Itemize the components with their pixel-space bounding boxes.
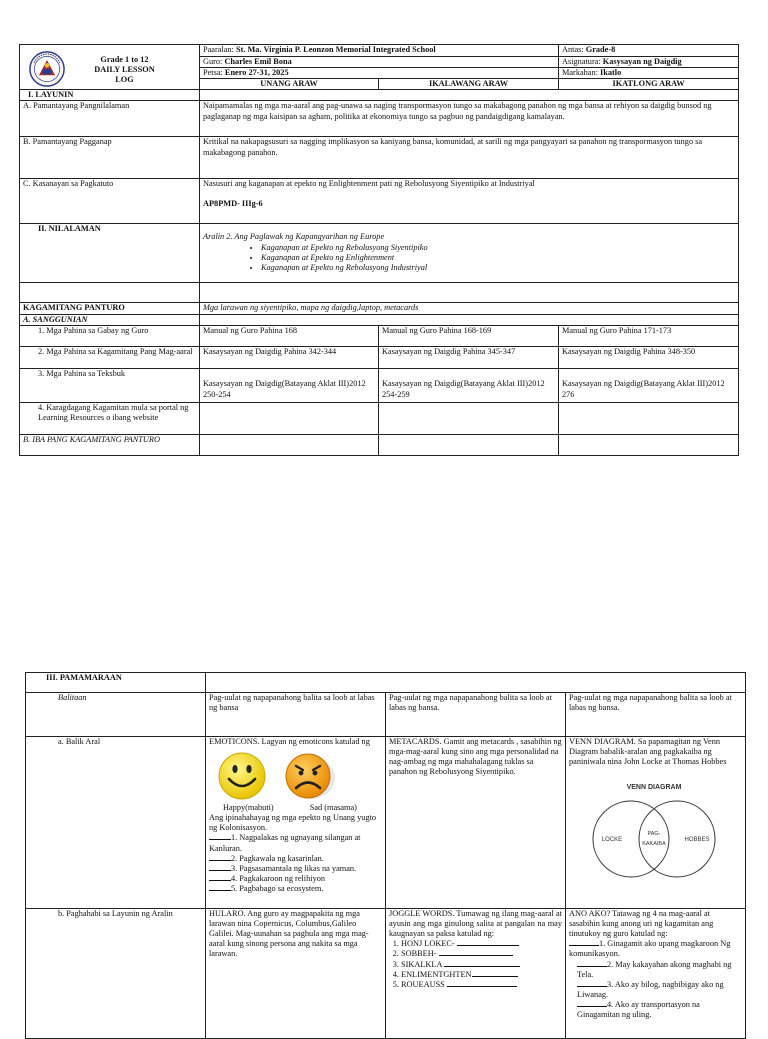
sad-face-icon (281, 751, 337, 801)
antas-label: Antas: (562, 45, 584, 54)
layunin-heading-blank (200, 90, 739, 101)
gabay-guro-day2: Manual ng Guro Pahina 168-169 (379, 325, 559, 346)
anoako-item (569, 1000, 742, 1020)
layunin-heading: I. LAYUNIN (20, 90, 200, 101)
answer-blank[interactable] (577, 960, 607, 967)
sanggunian-heading: A. SANGGUNIAN (20, 314, 200, 325)
pamantayang-pagganap-label: B. Pamantayang Pagganap (20, 137, 200, 179)
joggle-item (401, 949, 562, 959)
venn-mid-label-2: KAKAIBA (642, 841, 666, 848)
emoticon-item-text: 3. Pagsasamantala ng likas na yaman. (231, 863, 357, 873)
karagdagang-day3 (559, 402, 739, 434)
aralin-title: Aralin 2. Ang Paglawak ng Kapangyarihan ng Europe (203, 232, 385, 242)
answer-blank[interactable] (577, 980, 607, 987)
venn-mid-label-1: PAG- (647, 831, 661, 838)
emoticon-item (209, 884, 382, 894)
nilalaman-item: • Kaganapan at Epekto ng Enlightenment (261, 253, 735, 263)
venn-title: VENN DIAGRAM (626, 784, 682, 792)
balik-aral-day2: METACARDS. Gamit ang metacards , sasabihin ng mga-mag-aaral kung sino ang mga personalidad na nag-ambag ng mga mahahalagang tuklas sa panahon ng Rebolusyong Siyentipiko. (386, 737, 566, 909)
asignatura-value: Kasysayan ng Daigdig (602, 57, 682, 66)
iba-pang-kagamitan-label: B. IBA PANG KAGAMITANG PANTURO (20, 434, 200, 455)
kasanayan-label: C. Kasanayan sa Pagkatuto (20, 179, 200, 224)
kagamitan-heading: KAGAMITANG PANTURO (20, 303, 200, 314)
venn-instruction: VENN DIAGRAM. Sa papamagitan ng Venn Diagram babalik-aralan ang pagkakaiba ng paniniwala nina John Locke at Thomas Hobbes (569, 737, 727, 767)
anoako-item-text: 2. May kakayahan akong maghabi ng Tela. (577, 959, 732, 979)
day1-header: UNANG ARAW (200, 79, 379, 90)
joggle-word: ENLIMENTGHTEN (401, 969, 472, 979)
kagamitang-mag-aaral-day2: Kasaysayan ng Daigdig Pahina 345-347 (379, 346, 559, 368)
joggle-instruction: JOGGLE WORDS. Tumawag ng ilang mag-aaral at ayusin ang mga ginulong salita at pangalan na may kaugnayan sa paksa katulad ng: (389, 909, 562, 939)
kagamitang-mag-aaral-label: 2. Mga Pahina sa Kagamitang Pang Mag-aaral (20, 346, 200, 368)
iba-day2 (379, 434, 559, 455)
answer-blank[interactable] (444, 960, 520, 967)
guro-cell (200, 57, 559, 68)
paaralan-label: Paaralan: (203, 45, 234, 54)
blank-content-cell (200, 283, 739, 303)
balitaan-day2: Pag-uulat ng mga napapanahong balita sa loob at labas ng bansa. (386, 693, 566, 737)
emoticon-item-text: 5. Pagbabago sa ecosystem. (231, 883, 324, 893)
paghahabi-day1: HULARO. Ang guro ay magpapakita ng mga larawan nina Copernicus, Columbus,Galileo Galilei. Mag-uunahan sa paghula ang mga mag-aaral kung sinong persona ang nakita sa mga larawan. (206, 909, 386, 1039)
grade-line: Grade 1 to 12 (100, 55, 149, 64)
balik-aral-day1 (206, 737, 386, 909)
emoticon-row (217, 751, 382, 801)
pamantayang-pangnilalaman-text: Naipamamalas ng mga ma-aaral ang pag-unawa sa naging transpormasyon tungo sa makabagong panahon ng mga bansa at rehiyon sa daigdig bunsod ng paglaganap ng mga kaisipan sa agham, politika at ekonomiya tungo sa pagbuo ng pandaigdigang kamalayan. (200, 101, 739, 137)
dll-title-log: LOG (115, 75, 134, 85)
karagdagang-kagamitan-label: 4. Karagdagang Kagamitan mula sa portal ng Learning Resources o ibang website (20, 402, 200, 434)
asignatura-cell (559, 57, 739, 68)
balitaan-day3: Pag-uulat ng mga napapanahong balita sa loob at labas ng bansa. (566, 693, 746, 737)
gabay-guro-day3: Manual ng Guro Pahina 171-173 (559, 325, 739, 346)
joggle-item (401, 980, 562, 990)
answer-blank[interactable] (439, 949, 513, 956)
venn-diagram (569, 777, 739, 887)
teksbuk-label: 3. Mga Pahina sa Teksbuk (20, 368, 200, 402)
kagamitang-mag-aaral-day1: Kasaysayan ng Daigdig Pahina 342-344 (200, 346, 379, 368)
emoticon-item (209, 854, 382, 864)
balik-aral-day3 (566, 737, 746, 909)
pamamaraan-heading-blank (206, 673, 746, 693)
answer-blank[interactable] (209, 864, 231, 871)
iba-day3 (559, 434, 739, 455)
guro-value: Charles Emil Bona (224, 57, 292, 66)
dll-title: DAILY LESSON (94, 65, 155, 75)
joggle-word: HONJ LOKEC- (401, 939, 455, 949)
joggle-item (401, 970, 562, 980)
sad-caption: Sad (masama) (309, 803, 357, 813)
gabay-guro-day1: Manual ng Guro Pahina 168 (200, 325, 379, 346)
joggle-item (401, 960, 562, 970)
nilalaman-item: • Kaganapan at Epekto ng Rebolusyong Industriyal (261, 263, 735, 273)
emoticon-item (209, 874, 382, 884)
kagamitang-mag-aaral-day3: Kasaysayan ng Daigdig Pahina 348-350 (559, 346, 739, 368)
answer-blank[interactable] (577, 1000, 607, 1007)
answer-blank[interactable] (209, 884, 231, 891)
answer-blank[interactable] (209, 833, 231, 840)
answer-blank[interactable] (209, 854, 231, 861)
markahan-label: Markahan: (562, 68, 598, 78)
day2-header: IKALAWANG ARAW (379, 79, 559, 90)
kasanayan-text: Nasusuri ang kaganapan at epekto ng Enlightenment pati ng Rebolusyong Siyentipiko at Industriyal (203, 179, 535, 189)
emoticon-item (209, 864, 382, 874)
guro-label: Guro: (203, 57, 223, 66)
pamantayang-pagganap-text: Kritikal na nakapagsusuri sa nagging implikasyon sa kaniyang bansa, komunidad, at sarili ng mga pangyayari sa panahon ng transpormasyon tungo sa makabagong panahon. (200, 137, 739, 179)
answer-blank[interactable] (569, 939, 599, 946)
anoako-item (569, 980, 742, 1000)
antas-cell (559, 45, 739, 57)
kagamitan-text: Mga larawan ng siyentipiko, mapa ng daigdig,laptop, metacards (200, 303, 739, 314)
petsa-cell (200, 68, 559, 79)
petsa-label: Petsa: (203, 68, 223, 78)
sanggunian-blank (200, 314, 739, 325)
asignatura-label: Asignatura: (562, 57, 601, 66)
pamamaraan-table (25, 672, 746, 1039)
anoako-instruction: ANO AKO? Tatawag ng 4 na mag-aaral at sasabihin kung anong uri ng kagamitan ang tinutukoy ng guro katulad ng: (569, 909, 714, 939)
pamantayang-pangnilalaman-label: A. Pamantayang Pangnilalaman (20, 101, 200, 137)
answer-blank[interactable] (447, 980, 517, 987)
balitaan-day1: Pag-uulat ng napapanahong balita sa loob at labas ng bansa (206, 693, 386, 737)
kasanayan-cell (200, 179, 739, 224)
balik-aral-label: a. Balik Aral (26, 737, 206, 909)
paghahabi-day3 (566, 909, 746, 1039)
paghahabi-day2 (386, 909, 566, 1039)
balitaan-label: Balitaan (26, 693, 206, 737)
teksbuk-day2: Kasaysayan ng Daigdig(Batayang Aklat III)2012 254-259 (379, 368, 559, 402)
karagdagang-day2 (379, 402, 559, 434)
paghahabi-label: b. Paghahabi sa Layunin ng Aralin (26, 909, 206, 1039)
emoticons-instruction: EMOTICONS. Lagyan ng emoticons katulad ng (209, 737, 370, 746)
dll-title-cell (20, 45, 200, 90)
karagdagang-day1 (200, 402, 379, 434)
kasanayan-code: AP8PMD- IIIg-6 (203, 198, 263, 208)
happy-caption: Happy(mabuti) (223, 803, 274, 813)
emoticon-item (209, 833, 382, 853)
joggle-word: SIKALKLA (401, 959, 443, 969)
nilalaman-item: • Kaganapan at Epekto ng Rebolusyong Siyentipiko (261, 243, 735, 253)
nilalaman-list (203, 243, 735, 273)
emoticon-item-text: 2. Pagkawala ng kasarinlan. (231, 853, 324, 863)
markahan-cell (559, 68, 739, 79)
nilalaman-heading: II. NILALAMAN (20, 224, 200, 283)
answer-blank[interactable] (472, 970, 518, 977)
markahan-value: Ikatlo (600, 68, 622, 78)
gabay-guro-label: 1. Mga Pahina sa Gabay ng Guro (20, 325, 200, 346)
joggle-item (401, 939, 562, 949)
antas-value: Grade-8 (585, 45, 616, 54)
blank-label-cell (20, 283, 200, 303)
joggle-word: ROUEAUSS (401, 979, 445, 989)
day3-header: IKATLONG ARAW (559, 79, 739, 90)
nilalaman-cell (200, 224, 739, 283)
petsa-value: Enero 27-31, 2025 (224, 68, 289, 78)
answer-blank[interactable] (209, 874, 231, 881)
anoako-item-text: 4. Ako ay transportasyon na Ginagamitan ng uling. (577, 999, 700, 1020)
venn-left-label: LOCKE (601, 837, 623, 844)
joggle-list (389, 939, 562, 990)
iba-day1 (200, 434, 379, 455)
paaralan-value: St. Ma. Virginia P. Leonzon Memorial Integrated School (235, 45, 436, 54)
anoako-item (569, 960, 742, 980)
pamamaraan-heading: III. PAMAMARAAN (26, 673, 206, 693)
joggle-word: SOBBEH- (401, 949, 437, 959)
emoticon-item-text: 1. Nagpalakas ng ugnayang silangan at Kanluran. (209, 833, 361, 853)
anoako-item (569, 939, 742, 959)
emoticon-captions (223, 803, 382, 813)
happy-face-icon (217, 751, 267, 801)
paaralan-cell (200, 45, 559, 57)
anoako-item-text: 1. Ginagamit ako upang magkaroon Ng komunikasyon. (569, 939, 731, 959)
teksbuk-day1: Kasaysayan ng Daigdig(Batayang Aklat III)2012 250-254 (200, 368, 379, 402)
anoako-item-text: 3. Ako ay bilog, nagbibigay ako ng Liwanag. (577, 979, 724, 999)
emoticons-question: Ang ipinahahayag ng mga epekto ng Unang yugto ng Kolonisasyon. (209, 813, 377, 833)
teksbuk-day3: Kasaysayan ng Daigdig(Batayang Aklat III)2012 276 (559, 368, 739, 402)
answer-blank[interactable] (457, 939, 519, 946)
emoticon-item-text: 4. Pagkakaroon ng relihiyon (231, 873, 326, 883)
lesson-log-table (19, 44, 739, 456)
venn-right-label: HOBBES (684, 837, 710, 844)
